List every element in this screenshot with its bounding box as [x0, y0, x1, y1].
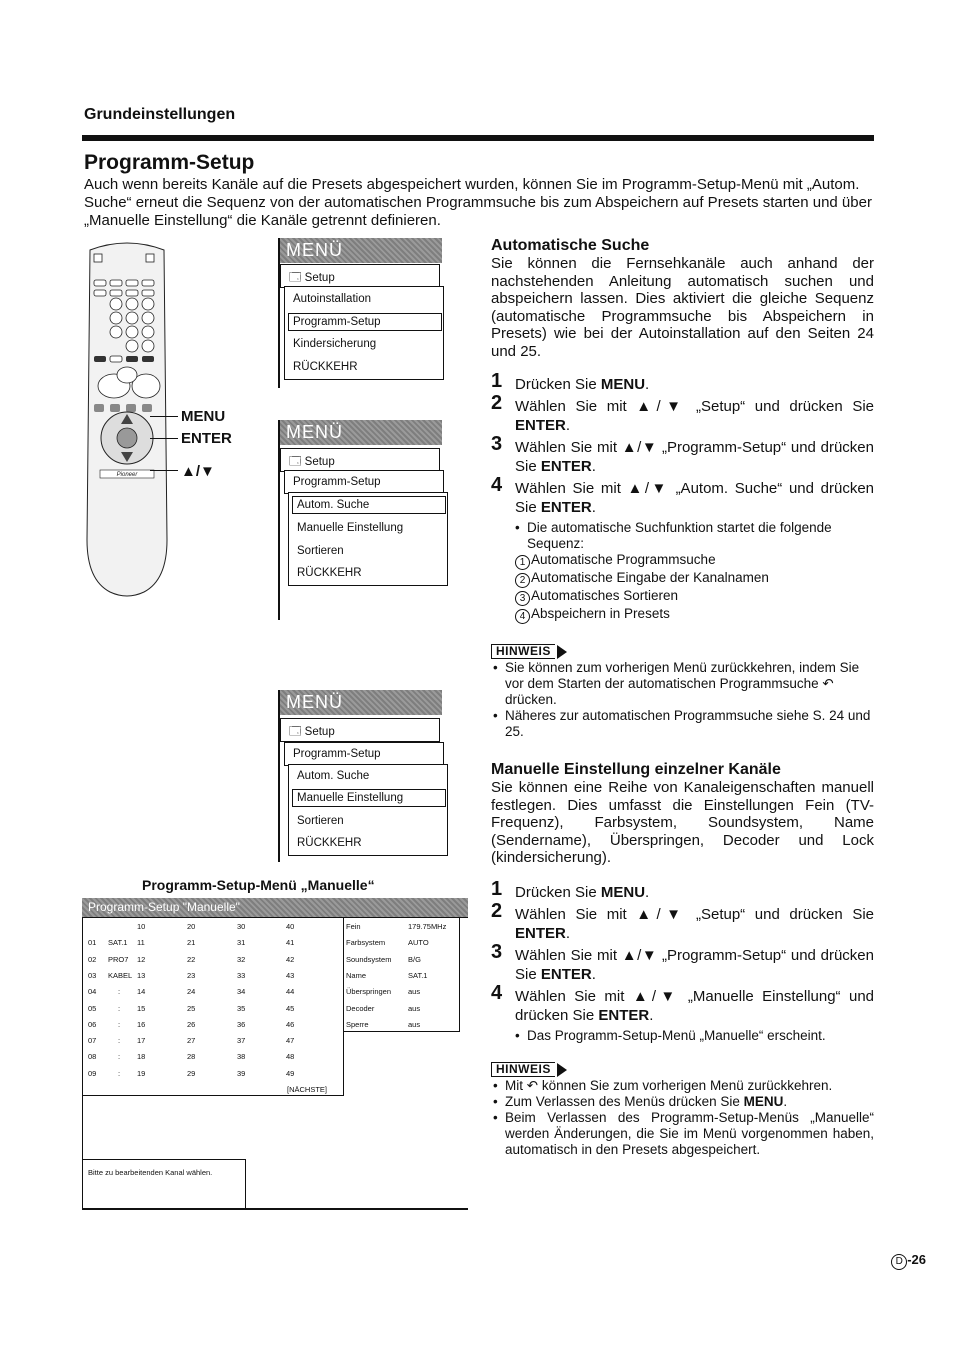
hinweis-badge: HINWEIS — [491, 1062, 555, 1077]
channel-cell[interactable]: 49 — [286, 1068, 295, 1078]
menu-item-return[interactable]: RÜCKKEHR — [297, 837, 362, 849]
menu-item[interactable]: Sortieren — [297, 545, 344, 557]
menu-title-bar: MENÜ — [280, 420, 442, 445]
channel-index[interactable]: 07 — [88, 1036, 97, 1046]
auto-note-2: • Näheres zur automatischen Programmsuche siehe S. 24 und 25. — [491, 708, 874, 740]
channel-cell[interactable]: 16 — [137, 1019, 146, 1029]
menu-item[interactable]: Kindersicherung — [293, 338, 377, 350]
channel-index[interactable]: 05 — [88, 1003, 97, 1013]
channel-cell[interactable]: 36 — [237, 1019, 246, 1029]
channel-cell[interactable]: 13 — [137, 970, 146, 980]
remote-label-arrows: ▲/▼ — [181, 463, 215, 480]
leader-line-enter — [150, 438, 178, 439]
setup-icon: 🗔 — [289, 726, 302, 738]
channel-index[interactable]: 02 — [88, 954, 97, 964]
auto-sequence-4: 4 Abspeichern in Presets — [491, 606, 874, 624]
channel-index[interactable]: 09 — [88, 1068, 97, 1078]
menu-item[interactable]: Programm-Setup — [293, 316, 381, 328]
auto-paragraph: Sie können die Fernsehkanäle auch anhand der nachstehenden Anleitung automatisch suchen und abspeichern lassen. Dies aktiviert die gleiche Sequenz (automatische Programmsuche bis Abspeichern in Presets) wie bei der Autoinstallation auf den Seiten 24 und 25. — [491, 255, 874, 360]
channel-name[interactable]: : — [118, 1019, 121, 1029]
channel-cell[interactable]: 21 — [187, 938, 196, 948]
prop-value[interactable]: B/G — [408, 954, 421, 964]
channel-cell[interactable]: 43 — [286, 970, 295, 980]
channel-cell[interactable]: 48 — [286, 1052, 295, 1062]
auto-title: Automatische Suche — [491, 237, 650, 254]
auto-sequence-2: 2 Automatische Eingabe der Kanalnamen — [491, 570, 874, 588]
header-rule — [82, 135, 874, 141]
prop-label[interactable]: Farbsystem — [346, 938, 386, 948]
channel-cell[interactable]: 39 — [237, 1068, 246, 1078]
prop-value[interactable]: 179.75MHz — [408, 922, 447, 931]
channel-cell[interactable]: 25 — [187, 1003, 196, 1013]
menu-setup-tab[interactable] — [280, 718, 440, 742]
manual-step-4: 4 Wählen Sie mit ▲/▼ „Manuelle Einstellung“ und drücken Sie ENTER. — [491, 981, 874, 1024]
region-badge: D — [891, 1254, 907, 1270]
manual-bullet: • Das Programm-Setup-Menü „Manuelle“ erscheint. — [491, 1028, 874, 1044]
auto-sequence-3: 3 Automatisches Sortieren — [491, 588, 874, 606]
intro-paragraph: Auch wenn bereits Kanäle auf die Presets abgespeichert wurden, können Sie im Programm-Setup-Menü mit „Autom. Suche“ erneut die Sequenz von der automatischen Programmsuche bis zum Abspeichern auf Presets starten und über „Manuelle Einstellung“ die Kanäle getrennt definieren. — [84, 176, 872, 229]
channel-cell[interactable]: 14 — [137, 987, 146, 997]
channel-cell[interactable]: 19 — [137, 1068, 146, 1078]
next-button[interactable]: [NÄCHSTE] — [287, 1085, 328, 1094]
channel-cell[interactable]: 29 — [187, 1068, 196, 1078]
auto-note-1: • Sie können zum vorherigen Menü zurückkehren, indem Sie vor dem Starten der automatischen Programmsuche ↶ drücken. — [491, 660, 874, 708]
page-title: Programm-Setup — [84, 151, 255, 174]
prop-value[interactable]: aus — [408, 987, 421, 997]
channel-name[interactable]: KABEL — [108, 970, 133, 980]
prop-label[interactable]: Soundsystem — [346, 954, 392, 964]
prop-label[interactable]: Fein — [346, 922, 361, 931]
manuell-screen — [82, 898, 468, 1210]
channel-name[interactable]: : — [118, 1036, 121, 1046]
prop-value[interactable]: SAT.1 — [408, 970, 428, 980]
return-icon: ↶ — [822, 675, 834, 691]
prop-label[interactable]: Überspringen — [346, 987, 392, 997]
channel-cell[interactable]: 27 — [187, 1036, 196, 1046]
channel-cell[interactable]: 32 — [237, 954, 246, 964]
auto-sequence-1: 1 Automatische Programmsuche — [491, 552, 874, 570]
menu-setup-label: Setup — [304, 272, 335, 284]
manual-note-2: • Zum Verlassen des Menüs drücken Sie MENU. — [491, 1094, 874, 1110]
menu-item[interactable]: Autoinstallation — [293, 293, 371, 305]
manual-section — [491, 761, 874, 1158]
auto-step-4: 4 Wählen Sie mit ▲/▼ „Autom. Suche“ und drücken Sie ENTER. — [491, 473, 874, 516]
channel-cell[interactable]: 15 — [137, 1003, 146, 1013]
channel-cell[interactable]: 47 — [286, 1036, 295, 1046]
channel-cell[interactable]: 46 — [286, 1019, 295, 1029]
manual-paragraph: Sie können eine Reihe von Kanaleigenschaften manuell festlegen. Dies umfasst die Einstellungen Fein (TV-Frequenz), Farbsystem, Soundsystem, Name (Sendername), Überspringen, Decoder und Lock (kindersicherung). — [491, 779, 874, 867]
channel-cell[interactable]: 26 — [187, 1019, 196, 1029]
channel-cell[interactable]: 23 — [187, 970, 196, 980]
leader-line-menu — [150, 416, 178, 417]
manual-step-1: 1 Drücken Sie MENU. — [491, 877, 650, 901]
section-heading: Grundeinstellungen — [84, 106, 236, 123]
menu-setup-tab[interactable] — [280, 448, 440, 472]
channel-cell[interactable]: 30 — [237, 922, 246, 931]
manual-step-3: 3 Wählen Sie mit ▲/▼ „Programm-Setup“ und drücken Sie ENTER. — [491, 940, 874, 983]
manuell-title-bar: Programm-Setup "Manuelle" — [82, 898, 468, 917]
remote-label-menu: MENU — [181, 408, 226, 425]
channel-name[interactable]: SAT.1 — [108, 938, 128, 948]
prop-label[interactable]: Sperre — [346, 1019, 369, 1029]
channel-index[interactable]: 03 — [88, 970, 97, 980]
menu-parent-label: Programm-Setup — [293, 748, 381, 760]
channel-name[interactable]: : — [118, 1052, 121, 1062]
menu-parent-label: Programm-Setup — [293, 476, 381, 488]
channel-cell[interactable]: 28 — [187, 1052, 196, 1062]
prop-value[interactable]: AUTO — [408, 938, 429, 948]
channel-cell[interactable]: 11 — [137, 938, 145, 948]
menu-item[interactable]: Sortieren — [297, 815, 344, 827]
channel-cell[interactable]: 37 — [237, 1036, 246, 1046]
channel-index[interactable]: 06 — [88, 1019, 97, 1029]
menu-setup-tab[interactable] — [280, 264, 440, 288]
menu-item[interactable]: Manuelle Einstellung — [297, 792, 404, 804]
hinweis-badge: HINWEIS — [491, 644, 555, 659]
channel-cell[interactable]: 40 — [286, 922, 295, 931]
channel-cell[interactable]: 44 — [286, 987, 295, 997]
channel-cell[interactable]: 12 — [137, 954, 146, 964]
channel-cell[interactable]: 38 — [237, 1052, 246, 1062]
status-text: Bitte zu bearbeitenden Kanal wählen. — [88, 1168, 213, 1177]
menu-item[interactable]: Autom. Suche — [297, 770, 370, 782]
channel-cell[interactable]: 31 — [237, 938, 246, 948]
channel-index[interactable]: 08 — [88, 1052, 97, 1062]
menu-setup-label: Setup — [304, 456, 335, 468]
menu-setup-label: Setup — [304, 726, 335, 738]
manual-note-3: • Beim Verlassen des Programm-Setup-Menüs „Manuelle“ werden Änderungen, die Sie im Menü vorgenommen haben, automatisch in den Presets abgespeichert. — [491, 1110, 874, 1158]
auto-bullet: • Die automatische Suchfunktion startet die folgende Sequenz: — [491, 520, 874, 552]
channel-cell[interactable]: 45 — [286, 1003, 295, 1013]
prop-label[interactable]: Decoder — [346, 1003, 375, 1013]
auto-section — [491, 237, 874, 740]
menu-screen-1 — [276, 238, 456, 388]
channel-index[interactable]: 04 — [88, 987, 97, 997]
auto-step-1: 1 Drücken Sie MENU. — [491, 369, 650, 393]
channel-cell[interactable]: 17 — [137, 1036, 146, 1046]
channel-index[interactable]: 01 — [88, 938, 97, 948]
menu-side-line — [278, 690, 280, 862]
menu-parent-item[interactable] — [284, 742, 444, 766]
auto-step-2: 2 Wählen Sie mit ▲/▼ „Setup“ und drücken Sie ENTER. — [491, 391, 874, 434]
channel-name[interactable]: : — [118, 1068, 121, 1078]
leader-line-arrows — [150, 470, 178, 471]
channel-cell[interactable]: 10 — [137, 922, 146, 931]
channel-name[interactable]: : — [118, 1003, 121, 1013]
prop-value[interactable]: aus — [408, 1003, 421, 1013]
manual-note-1: • Mit ↶ können Sie zum vorherigen Menü zurückkehren. — [491, 1078, 874, 1094]
menu-item-return[interactable]: RÜCKKEHR — [297, 567, 362, 579]
channel-cell[interactable]: 33 — [237, 970, 246, 980]
channel-cell[interactable]: 22 — [187, 954, 196, 964]
channel-cell[interactable]: 35 — [237, 1003, 246, 1013]
remote-brand-logo: Pioneer — [116, 472, 138, 478]
menu-item-return[interactable]: RÜCKKEHR — [293, 361, 358, 373]
channel-cell[interactable]: 20 — [187, 922, 196, 931]
page-number: D -26 — [891, 1252, 926, 1270]
auto-step-3: 3 Wählen Sie mit ▲/▼ „Programm-Setup“ und drücken Sie ENTER. — [491, 432, 874, 475]
manuell-caption: Programm-Setup-Menü „Manuelle“ — [142, 877, 375, 893]
return-icon: ↶ — [526, 1077, 539, 1093]
menu-screen-2 — [276, 420, 460, 620]
setup-icon: 🗔 — [289, 456, 302, 468]
menu-item[interactable]: Manuelle Einstellung — [297, 522, 404, 534]
channel-cell[interactable]: 34 — [237, 987, 246, 997]
manual-step-2: 2 Wählen Sie mit ▲/▼ „Setup“ und drücken Sie ENTER. — [491, 899, 874, 942]
menu-parent-item[interactable] — [284, 470, 444, 494]
menu-screen-3 — [276, 690, 460, 862]
remote-label-enter: ENTER — [181, 430, 232, 447]
prop-value[interactable]: aus — [408, 1019, 421, 1029]
menu-title-bar: MENÜ — [280, 690, 442, 715]
channel-name[interactable]: : — [118, 987, 121, 997]
channel-cell[interactable]: 41 — [286, 938, 295, 948]
status-box — [82, 1159, 246, 1210]
menu-item[interactable]: Autom. Suche — [297, 499, 370, 511]
channel-cell[interactable]: 24 — [187, 987, 196, 997]
prop-label[interactable]: Name — [346, 970, 367, 980]
manual-title: Manuelle Einstellung einzelner Kanäle — [491, 761, 781, 778]
remote-control-illustration — [84, 240, 170, 608]
setup-icon: 🗔 — [289, 272, 302, 284]
channel-cell[interactable]: 18 — [137, 1052, 146, 1062]
channel-cell[interactable]: 42 — [286, 954, 295, 964]
menu-title-bar: MENÜ — [280, 238, 442, 263]
channel-name[interactable]: PRO7 — [108, 954, 129, 964]
